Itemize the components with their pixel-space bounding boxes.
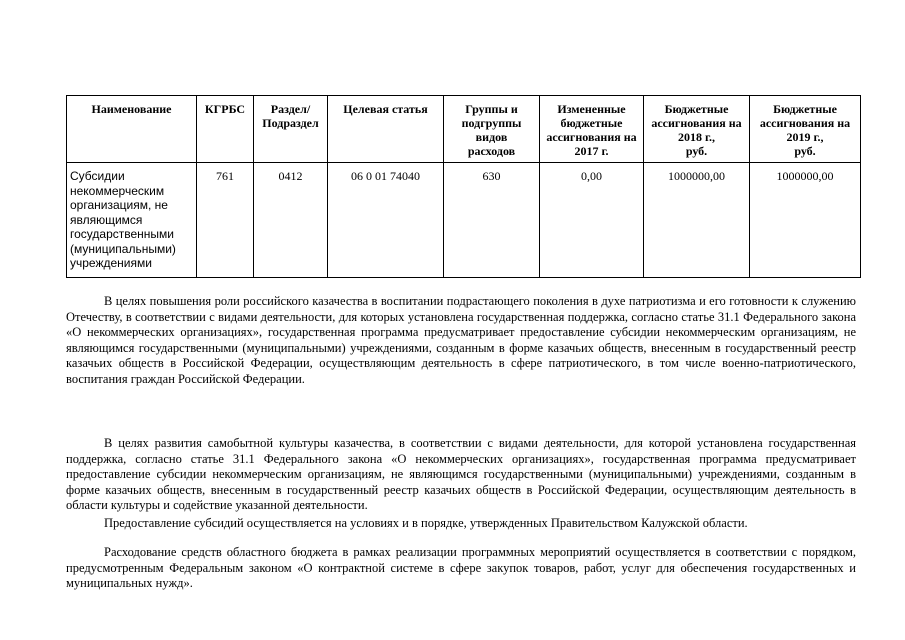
cell-kgrbs: 761 [197, 163, 254, 278]
header-budget-2019: Бюджетные ассигнования на 2019 г., руб. [750, 96, 861, 163]
table-row [67, 163, 861, 278]
table-header-row [67, 96, 861, 163]
cell-group: 630 [444, 163, 540, 278]
header-budget-2018: Бюджетные ассигнования на 2018 г., руб. [644, 96, 750, 163]
header-changed-2017: Измененные бюджетные ассигнования на 2017 г. [540, 96, 644, 163]
header-group: Группы и подгруппы видов расходов [444, 96, 540, 163]
cell-target: 06 0 01 74040 [328, 163, 444, 278]
cell-budget-2018: 1000000,00 [644, 163, 750, 278]
cell-name: Субсидии некоммерческим организациям, не являющимся государственными (муниципальными) учреждениями [67, 163, 197, 278]
cell-section: 0412 [254, 163, 328, 278]
budget-table [66, 95, 861, 278]
header-section: Раздел/ Подраздел [254, 96, 328, 163]
cell-budget-2019: 1000000,00 [750, 163, 861, 278]
paragraph-budget-spending: Расходование средств областного бюджета в рамках реализации программных мероприятий осуществляется в соответствии с порядком, предусмотренным Федеральным законом «О контрактной системе в сфере закупок товаров, работ, услуг для обеспечения государственных и муниципальных нужд». [66, 545, 856, 591]
paragraph-patriotic: В целях повышения роли российского казачества в воспитании подрастающего поколения в духе патриотизма и его готовности к служению Отечеству, в соответствии с видами деятельности, для которых установлена государственная поддержка, согласно статье 31.1 Федерального закона «О некоммерческих организациях», государственная программа предусматривает предоставление субсидии некоммерческим организациям, не являющимся государственными (муниципальными) учреждениями, созданным в форме казачьих обществ, внесенным в государственный реестр казачьих обществ в Российской Федерации, осуществляющим деятельность в сфере патриотического, в том числе военно-патриотического, воспитания граждан Российской Федерации. [66, 294, 856, 386]
paragraph-culture: В целях развития самобытной культуры казачества, в соответствии с видами деятельности, для которой установлена государственная поддержка, согласно статье 31.1 Федерального закона «О некоммерческих организациях», государственная программа предусматривает предоставление субсидии некоммерческим организациям, не являющимся государственными (муниципальными) учреждениями, созданным в форме казачьих обществ, внесенным в государственный реестр казачьих обществ в Российской Федерации, осуществляющим деятельность в области культуры и содействие указанной деятельности. [66, 436, 856, 513]
cell-changed-2017: 0,00 [540, 163, 644, 278]
header-target: Целевая статья [328, 96, 444, 163]
header-kgrbs: КГРБС [197, 96, 254, 163]
header-name: Наименование [67, 96, 197, 163]
paragraph-subsidy-conditions: Предоставление субсидий осуществляется на условиях и в порядке, утвержденных Правительством Калужской области. [104, 516, 748, 530]
